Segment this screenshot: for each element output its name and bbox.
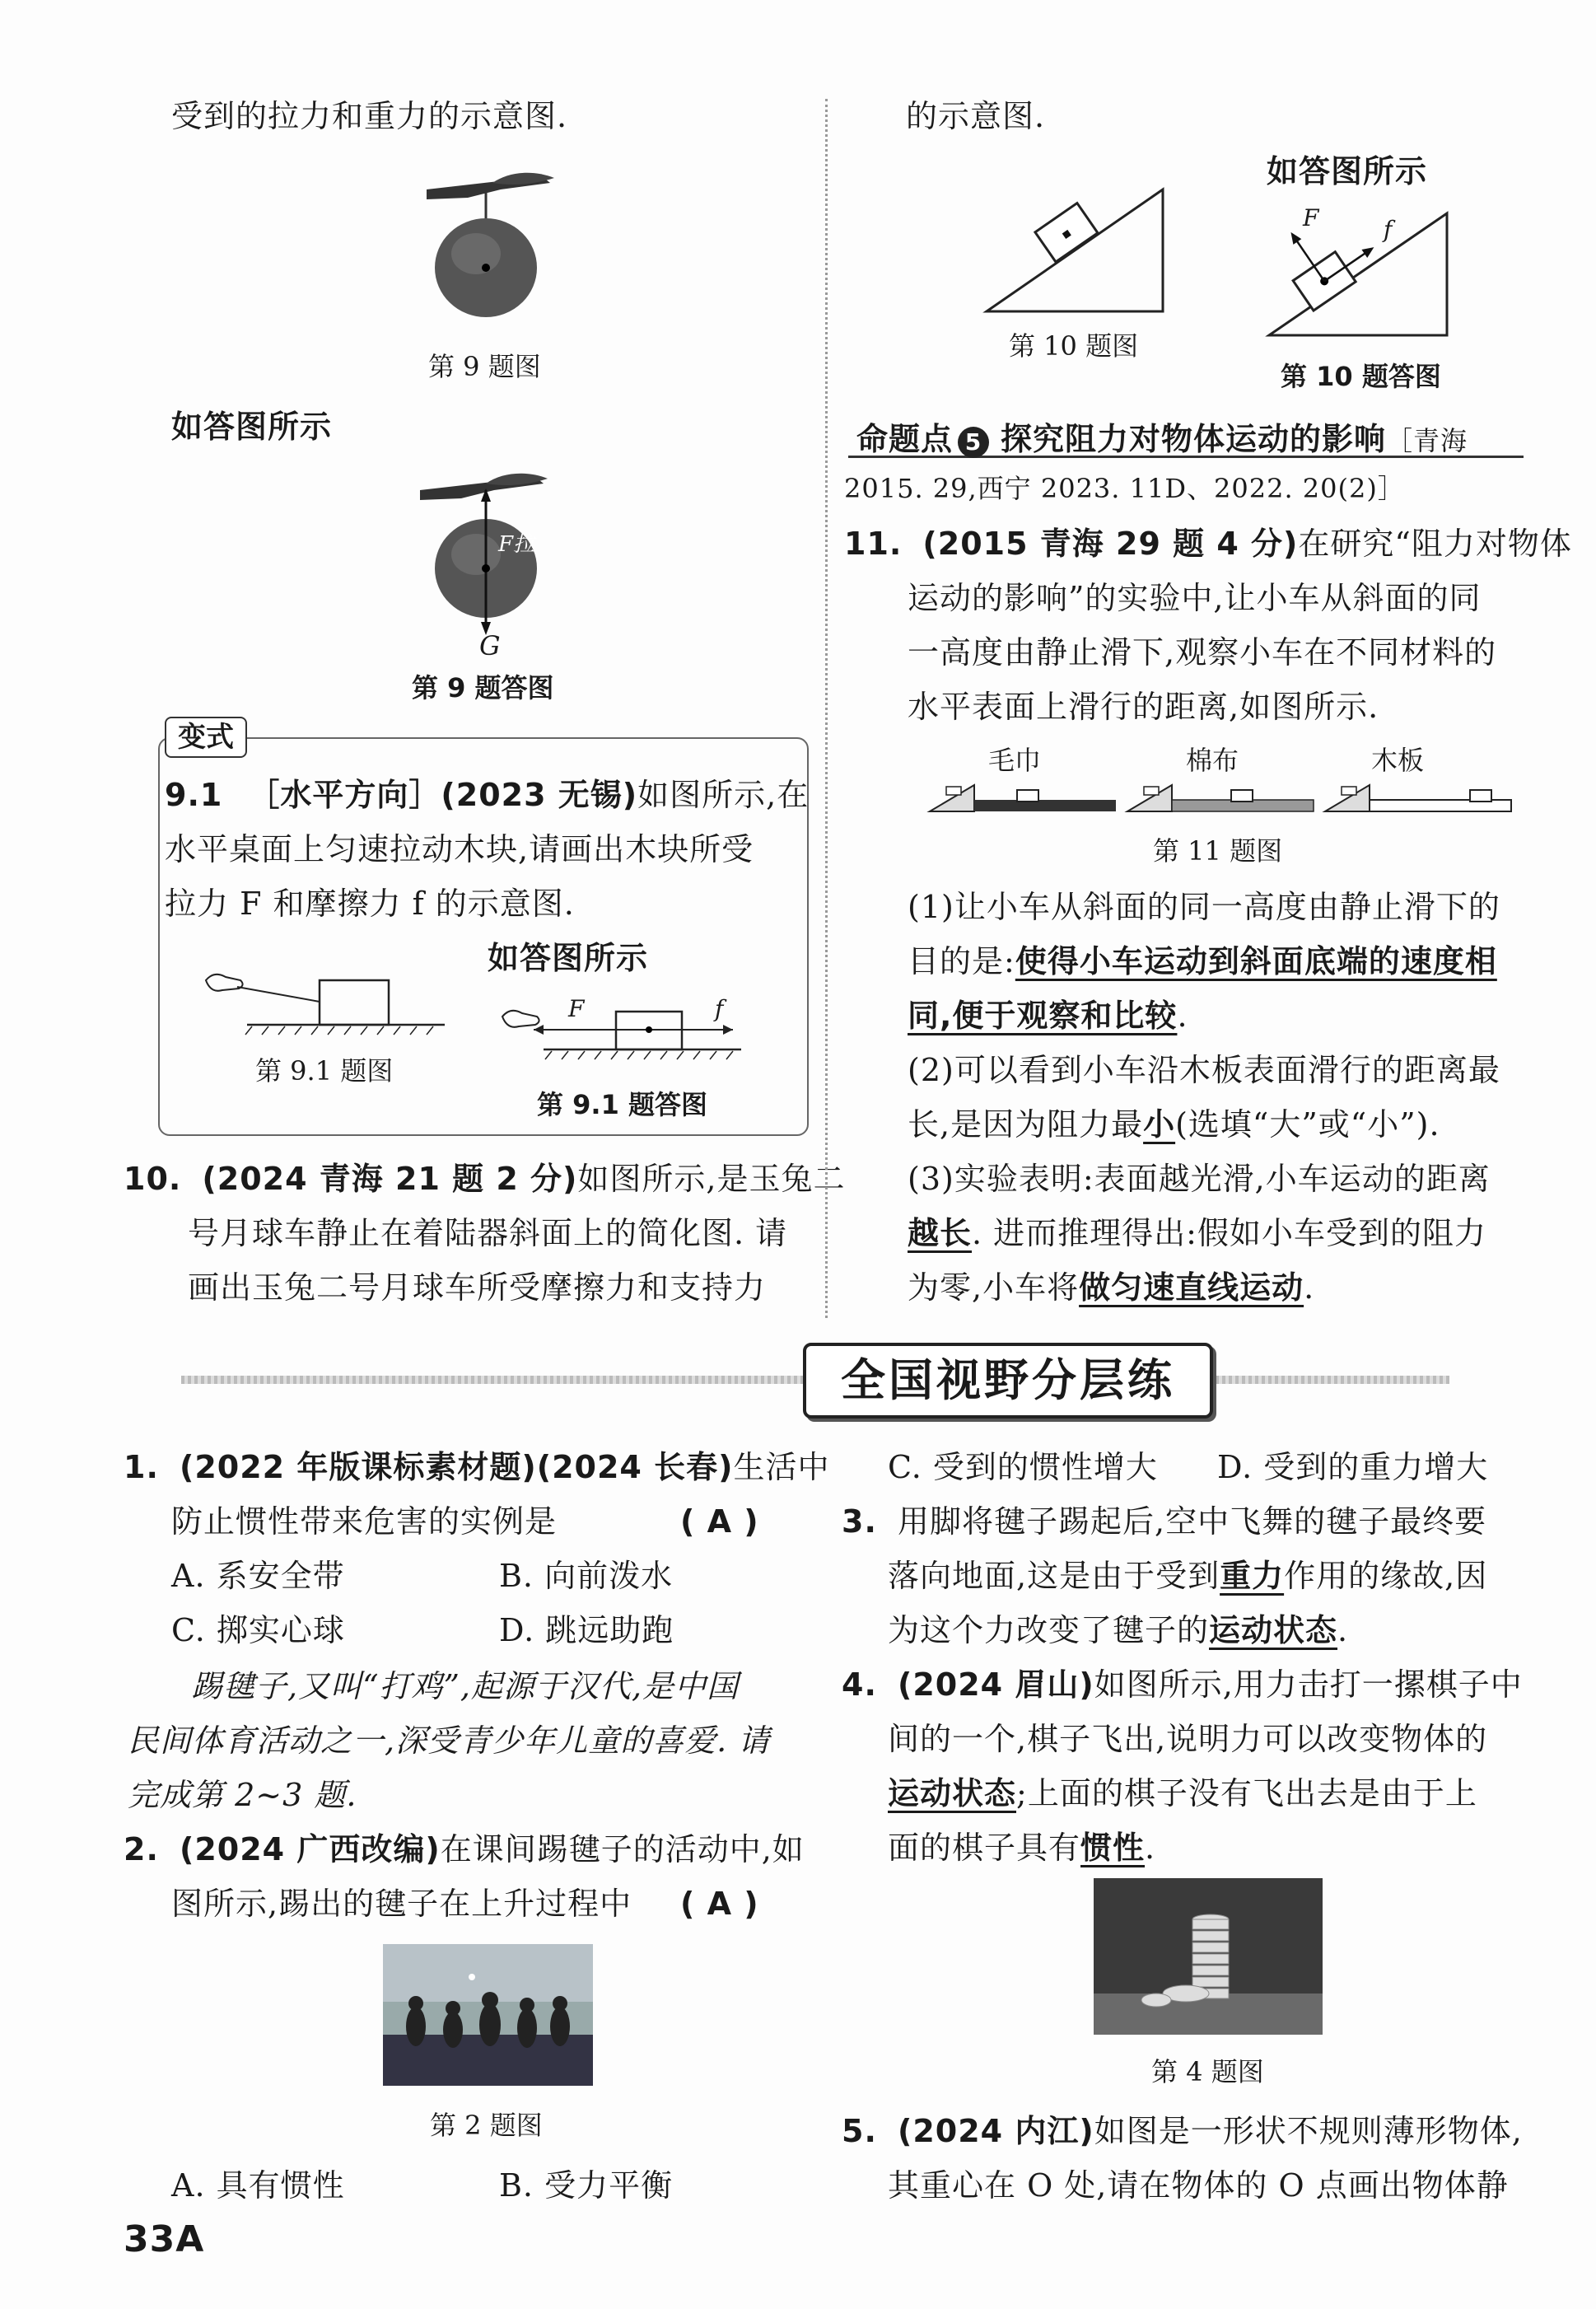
question-3-line2 xyxy=(888,1549,1487,1603)
force-label-f: F拉 xyxy=(498,532,535,557)
passage-line1: 踢毽子,又叫“打鸡”,起源于汉代,是中国 xyxy=(191,1668,740,1704)
question-text: 如图所示,用力击打一摞棋子中 xyxy=(1094,1666,1523,1703)
shuttlecock-photo xyxy=(383,1944,593,2086)
question-10-line1 xyxy=(124,1152,845,1206)
section-header xyxy=(181,1334,1449,1425)
topic-title: 探究阻力对物体运动的影响 xyxy=(1001,421,1387,457)
punct: . xyxy=(1304,1269,1315,1306)
question-number: 10. xyxy=(124,1161,182,1197)
question-3-line1 xyxy=(842,1494,1486,1549)
force-label-F: F xyxy=(1303,204,1319,231)
question-number: 1. xyxy=(124,1449,159,1485)
page-number: 33A xyxy=(124,2218,205,2260)
answer-text: 做匀速直线运动 xyxy=(1079,1269,1304,1306)
figure-answer-caption: 第 9 题答图 xyxy=(412,672,554,703)
question-text: 如图所示,在 xyxy=(637,777,810,813)
sub2-line2 xyxy=(908,1097,1440,1152)
question-source: ［水平方向］(2023 无锡) xyxy=(248,777,638,813)
question-5-line1 xyxy=(842,2104,1523,2158)
question-10-line3: 画出玉兔二号月球车所受摩擦力和支持力 xyxy=(188,1269,767,1306)
sub1-line1: (1)让小车从斜面的同一高度由静止滑下的 xyxy=(908,889,1500,925)
option-a: A. 具有惯性 xyxy=(171,2167,345,2204)
block-pull-figure xyxy=(198,964,461,1038)
answer-text: 运动状态 xyxy=(888,1775,1017,1811)
answer-label: 如答图所示 xyxy=(171,409,333,445)
incline-figure xyxy=(980,181,1169,317)
sub2-prefix: 长,是因为阻力最 xyxy=(908,1106,1144,1143)
question-4-line3 xyxy=(888,1766,1477,1821)
sub3-line2 xyxy=(908,1206,1486,1260)
incline-answer-figure xyxy=(1264,202,1458,342)
topic-source-line2: 2015. 29,西宁 2023. 11D、2022. 20(2)］ xyxy=(844,473,1405,504)
option-c: C. 受到的惯性增大 xyxy=(888,1449,1158,1485)
question-9-1-line2: 水平桌面上匀速拉动木块,请画出木块所受 xyxy=(165,831,754,867)
question-text: 用脚将毽子踢起后,空中飞舞的毽子最终要 xyxy=(897,1503,1487,1540)
topic-source: ［青海 xyxy=(1386,425,1468,456)
answer-text: 同,便于观察和比较 xyxy=(908,998,1178,1034)
question-2-line2: 图所示,踢出的毽子在上升过程中 xyxy=(171,1886,632,1922)
text: 作用的缘故,因 xyxy=(1284,1558,1488,1594)
topic-heading xyxy=(856,412,1468,468)
answer-label: 如答图所示 xyxy=(488,940,649,976)
sub2-suffix: (选填“大”或“小”). xyxy=(1175,1106,1440,1143)
text: 落向地面,这是由于受到 xyxy=(888,1558,1220,1594)
sub1-line3 xyxy=(908,989,1188,1043)
question-4-line2: 间的一个,棋子飞出,说明力可以改变物体的 xyxy=(888,1721,1488,1757)
question-9-1-line3: 拉力 F 和摩擦力 f 的示意图. xyxy=(165,886,575,922)
question-11-line1 xyxy=(844,516,1572,571)
question-text: 在研究“阻力对物体 xyxy=(1298,526,1572,562)
question-source: (2015 青海 29 题 4 分) xyxy=(922,526,1299,562)
sub3-suffix: . 进而推理得出:假如小车受到的阻力 xyxy=(972,1215,1486,1251)
text: 面的棋子具有 xyxy=(888,1830,1081,1866)
question-source: (2024 眉山) xyxy=(897,1666,1094,1703)
answer-choice: ( A ) xyxy=(680,1503,759,1540)
force-label-f: f xyxy=(715,995,724,1022)
text: ;上面的棋子没有飞出去是由于上 xyxy=(1016,1775,1477,1811)
question-11-line3: 一高度由静止滑下,观察小车在不同材料的 xyxy=(908,634,1497,671)
question-number: 9.1 xyxy=(165,777,223,813)
passage-line3: 完成第 2~3 题. xyxy=(128,1777,357,1813)
answer-text: 越长 xyxy=(908,1215,973,1251)
topic-label: 命题点 xyxy=(856,421,954,457)
question-text: 在课间踢毽子的活动中,如 xyxy=(440,1831,805,1867)
question-number: 11. xyxy=(844,526,903,562)
option-c: C. 掷实心球 xyxy=(171,1612,345,1648)
question-11-line2: 运动的影响”的实验中,让小车从斜面的同 xyxy=(908,580,1482,616)
sub1-line2 xyxy=(908,934,1497,989)
sub1-prefix: 目的是: xyxy=(908,943,1015,979)
question-4-line4 xyxy=(888,1821,1155,1875)
question-source: (2024 广西改编) xyxy=(179,1831,441,1867)
question-4-line1 xyxy=(842,1657,1523,1712)
figure-caption: 第 11 题图 xyxy=(1153,835,1283,867)
sub3-prefix: 为零,小车将 xyxy=(908,1269,1080,1306)
answer-label: 如答图所示 xyxy=(1267,153,1428,189)
option-d: D. 受到的重力增大 xyxy=(1217,1449,1489,1485)
punct: . xyxy=(1177,998,1188,1034)
question-number: 3. xyxy=(842,1503,877,1540)
column-divider xyxy=(825,99,828,1318)
question-source: (2024 内江) xyxy=(897,2113,1094,2149)
question-11-line4: 水平表面上滑行的距离,如图所示. xyxy=(908,689,1379,725)
figure-answer-caption: 第 9.1 题答图 xyxy=(537,1089,707,1120)
punct: . xyxy=(1145,1830,1156,1866)
question-5-line2: 其重心在 O 处,请在物体的 O 点画出物体静 xyxy=(888,2167,1509,2204)
question-1-line2: 防止惯性带来危害的实例是 xyxy=(171,1503,558,1540)
sub3-line1: (3)实验表明:表面越光滑,小车运动的距离 xyxy=(908,1161,1491,1197)
question-9-1-line1 xyxy=(165,768,809,822)
figure-caption: 第 9.1 题图 xyxy=(255,1055,394,1087)
question-source: (2024 青海 21 题 2 分) xyxy=(202,1161,578,1197)
question-3-line3 xyxy=(888,1603,1348,1657)
question-2-line1 xyxy=(124,1822,805,1877)
text: 为这个力改变了毽子的 xyxy=(888,1612,1210,1648)
question-text: 如图所示,是玉兔二 xyxy=(577,1161,846,1197)
chess-pieces-photo xyxy=(1094,1878,1323,2035)
apple-answer-figure xyxy=(412,465,576,655)
figure-answer-caption: 第 10 题答图 xyxy=(1281,361,1441,392)
sub2-line1: (2)可以看到小车沿木板表面滑行的距离最 xyxy=(908,1052,1500,1088)
question-number: 5. xyxy=(842,2113,877,2149)
question-10-line2: 号月球车静止在着陆器斜面上的简化图. 请 xyxy=(188,1215,788,1251)
section-line-left xyxy=(181,1376,807,1384)
option-d: D. 跳远助跑 xyxy=(499,1612,674,1648)
answer-choice: ( A ) xyxy=(680,1886,759,1922)
answer-text: 运动状态 xyxy=(1209,1612,1338,1648)
surface-label: 木板 xyxy=(1371,745,1425,776)
question-text: 生活中 xyxy=(733,1449,830,1485)
surface-label: 棉布 xyxy=(1186,745,1239,776)
question-source: (2022 年版课标素材题)(2024 长春) xyxy=(179,1449,734,1485)
force-label-g: G xyxy=(479,630,501,661)
option-b: B. 受力平衡 xyxy=(499,2167,674,2204)
figure-caption: 第 10 题图 xyxy=(1009,330,1139,362)
surface-label: 毛巾 xyxy=(988,745,1042,776)
section-line-right xyxy=(1202,1376,1449,1384)
apple-figure xyxy=(418,165,567,321)
question-text: 如图是一形状不规则薄形物体, xyxy=(1094,2113,1523,2149)
variant-tag: 变式 xyxy=(165,717,247,758)
question-1-line1 xyxy=(124,1440,829,1494)
section-title: 全国视野分层练 xyxy=(803,1343,1213,1419)
option-a: A. 系安全带 xyxy=(171,1558,345,1594)
answer-text: 小 xyxy=(1143,1106,1176,1143)
force-label-f: f xyxy=(1384,216,1393,243)
text-line: 的示意图. xyxy=(906,98,1046,134)
punct: . xyxy=(1337,1612,1349,1648)
figure-caption: 第 9 题图 xyxy=(428,351,541,382)
ramp-experiment-figure xyxy=(926,770,1519,820)
force-label-F: F xyxy=(568,995,585,1022)
text-line: 受到的拉力和重力的示意图. xyxy=(171,98,568,134)
answer-text: 重力 xyxy=(1220,1558,1285,1594)
topic-number: 5 xyxy=(958,427,989,458)
question-number: 2. xyxy=(124,1831,159,1867)
question-number: 4. xyxy=(842,1666,877,1703)
answer-text: 使得小车运动到斜面底端的速度相 xyxy=(1015,943,1497,979)
option-b: B. 向前泼水 xyxy=(499,1558,674,1594)
passage-line2: 民间体育活动之一,深受青少年儿童的喜爱. 请 xyxy=(128,1722,771,1759)
figure-caption: 第 2 题图 xyxy=(430,2110,543,2141)
figure-caption: 第 4 题图 xyxy=(1151,2056,1264,2087)
answer-text: 惯性 xyxy=(1080,1830,1146,1866)
sub3-line3 xyxy=(908,1260,1314,1315)
